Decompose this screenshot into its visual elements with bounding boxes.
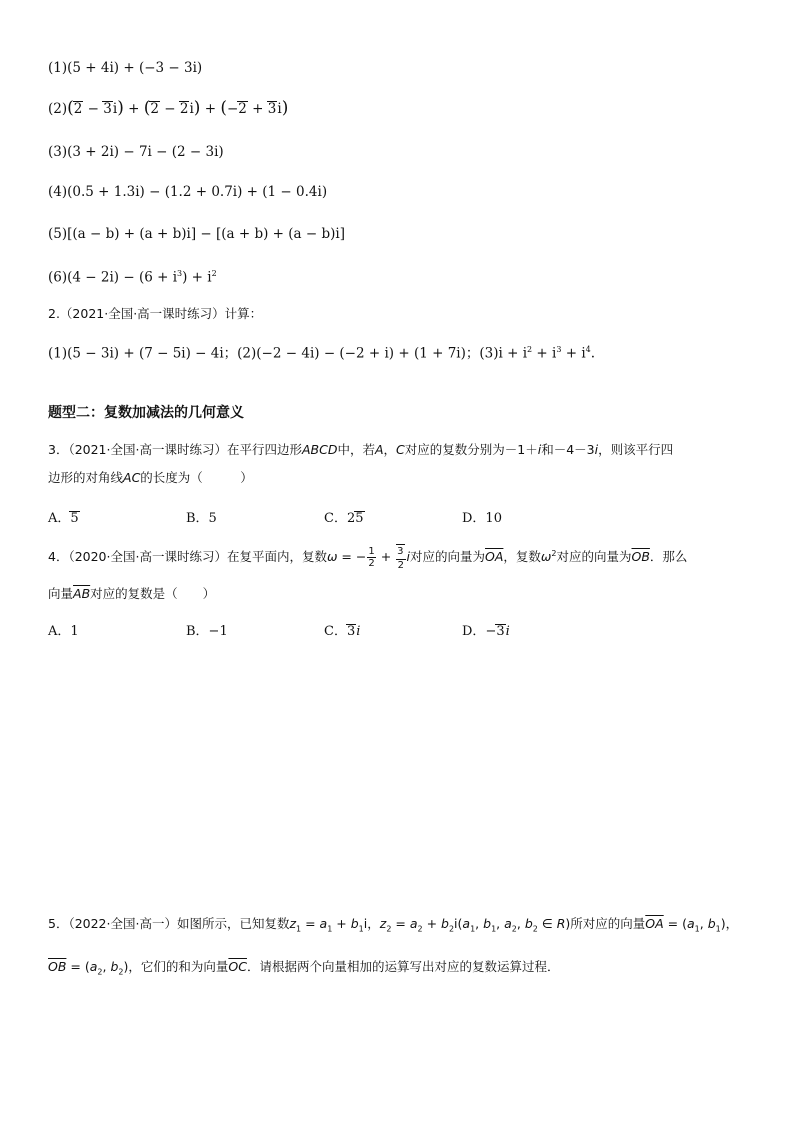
question-4-line-1: 4．（2020·全国·高一课时练习）在复平面内，复数ω = − $\frac{1}{2}$ + $\frac{3}{2}$ i对应的向量为$\overline{OA}$，复数$\omega^2$对应的向量为$\overline{OB}$．那么 [48, 546, 688, 572]
question-3-line-1: 3．（2021·全国·高一课时练习）在平行四边形ABCD中，若A，C对应的复数分别为－1＋i和－4－3i，则该平行四 [48, 442, 674, 457]
q4-text-f: 向量 [48, 586, 74, 601]
q4-text-g: 对应的复数是（ ） [90, 586, 216, 601]
q3-ac: AC [123, 470, 141, 485]
item-2-prefix: (2) [48, 101, 68, 117]
q3-text-g: 的长度为（ ） [140, 470, 253, 485]
q5-text-b: 所对应的向量 [570, 916, 646, 931]
q3-option-c[interactable]: C．25 [324, 511, 364, 526]
q4-text-b: 对应的向量为 [410, 549, 486, 565]
q3-option-a[interactable]: A．5 [48, 511, 79, 526]
q4-ob-vector: $\overline{OB}$ [631, 549, 650, 565]
q4-text-d: 对应的向量为 [556, 549, 632, 565]
q4-option-a[interactable]: A．1 [48, 624, 79, 639]
q4-oa-vector: $\overline{OA}$ [485, 549, 504, 565]
q4-option-d[interactable]: D．−3i [462, 624, 510, 639]
q3-text-d: 和－4－3 [541, 442, 595, 457]
q4-text-e: ．那么 [649, 549, 688, 565]
q5-text-a: 5．（2022·全国·高一）如图所示，已知复数 [48, 916, 290, 931]
section-title: 题型二：复数加减法的几何意义 [48, 405, 244, 421]
question-2-content: (1)(5 − 3i) + (7 − 5i) − 4i；(2)(−2 − 4i) − (−2 + i) + (1 + 7i)；$(3)i + i^2 + i^3 + i^4$. [48, 345, 596, 362]
exercise-item-1: (1)(5 + 4i) + (−3 − 3i) [48, 60, 203, 76]
q4-option-b[interactable]: B．−1 [186, 624, 228, 639]
exercise-item-4: (4)(0.5 + 1.3i) − (1.2 + 0.7i) + (1 − 0.4i) [48, 184, 328, 200]
q2-parts: (1)(5 − 3i) + (7 − 5i) − 4i；(2)(−2 − 4i) − (−2 + i) + (1 + 7i)；(3) [48, 345, 499, 362]
q3-option-b[interactable]: B．5 [186, 511, 217, 526]
q3-text-b: 中，若 [337, 442, 375, 457]
q3-point-a: A [374, 442, 384, 457]
question-3-line-2 [48, 468, 253, 488]
q4-ab-vector: $\overline{AB}$ [73, 586, 91, 601]
exercise-item-2: (2)(2 − 3i) + (2 − 2i) + (−2 + 3i) [48, 98, 289, 118]
q3-point-c: C [396, 442, 405, 457]
question-5-line-2: $\overline{OB} = (a_2$, $b_2$)，它们的和为向量$\overline{OC}$．请根据两个向量相加的运算写出对应的复数运算过程． [48, 959, 560, 977]
q4-text-c: ，复数 [503, 549, 541, 565]
q5-text-c: ，它们的和为向量 [128, 959, 229, 974]
exercise-item-5: (5)[(a − b) + (a + b)i] − [(a + b) + (a − b)i] [48, 226, 345, 242]
q3-text-f: 边形的对角线 [48, 470, 124, 485]
q3-option-d[interactable]: D．10 [462, 511, 502, 526]
exercise-item-3: (3)(3 + 2i) − 7i − (2 − 3i) [48, 144, 224, 160]
exercise-item-6: $(6)(4 - 2i) - (6 + i^3) + i^2$ [48, 269, 217, 286]
question-4-line-2 [48, 584, 215, 604]
q3-abcd: ABCD [301, 442, 338, 457]
q3-text-c: 对应的复数分别为－1＋ [404, 442, 538, 457]
q5-oc-vector: $\overline{OC}$ [228, 959, 247, 974]
q5-text-d: ．请根据两个向量相加的运算写出对应的复数运算过程． [246, 959, 560, 974]
q3-text-e: ，则该平行四 [598, 442, 674, 457]
q3-text-a: 3．（2021·全国·高一课时练习）在平行四边形 [48, 442, 302, 457]
q4-option-c[interactable]: C．3i [324, 624, 361, 639]
question-2-label: 2.（2021·全国·高一课时练习）计算： [48, 306, 263, 321]
question-5-line-1: 5．（2022·全国·高一）如图所示，已知复数$z_1 = a_1 + b_1i$，$z_2 = a_2 + b_2i(a_1$, $b_1$, $a_2$, $b_2$ ∈ R)所对应的向量$\overline{OA} = (a_1$, $b_1$)， [48, 916, 739, 934]
q4-text-a: 4．（2020·全国·高一课时练习）在复平面内，复数 [48, 549, 327, 565]
